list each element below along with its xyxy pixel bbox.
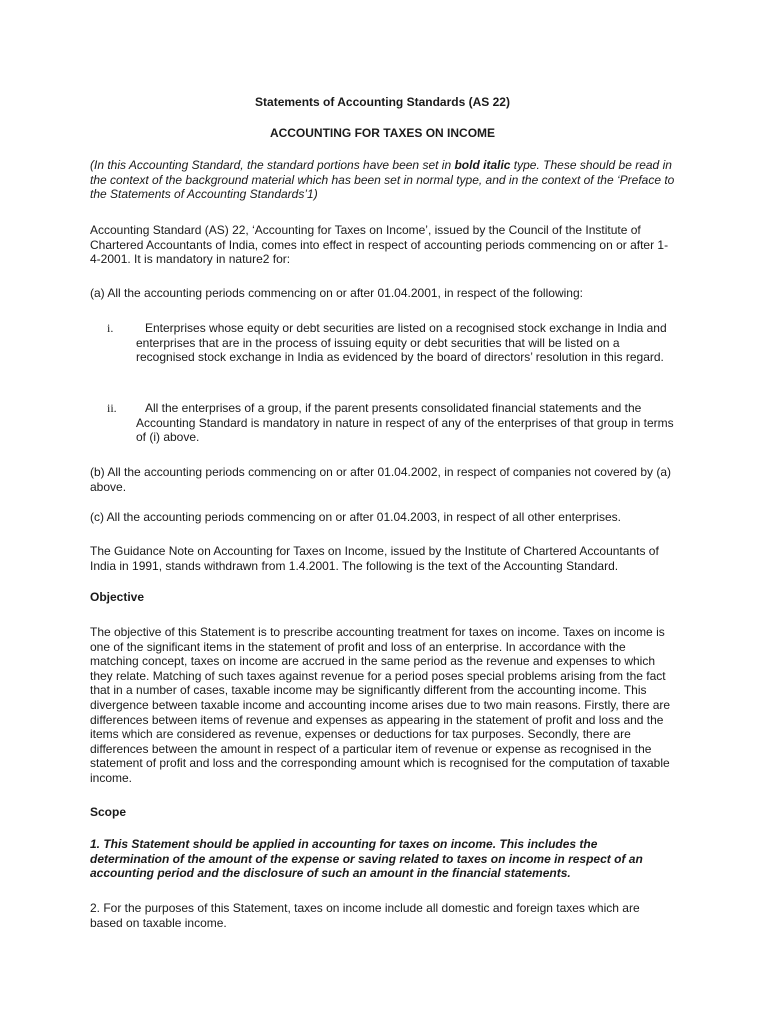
list-item	[90, 321, 675, 365]
intro-bold-text: bold italic	[454, 158, 511, 172]
document-subtitle: ACCOUNTING FOR TAXES ON INCOME	[269, 126, 496, 140]
paragraph-objective: The objective of this Statement is to prescribe accounting treatment for taxes on income. Taxes on income is one of the significant items in the statement of profit and loss of an enterprise. In accordance with the matching concept, taxes on income are accrued in the same period as the revenue and expenses to which they relate. Matching of such taxes against revenue for a period poses special problems arising from the fact that in a number of cases, taxable income may be significantly different from the accounting income. This divergence between taxable income and accounting income arises due to two main reasons. Firstly, there are differences between items of revenue and expenses as appearing in the statement of profit and loss and the items which are considered as revenue, expenses or deductions for tax purposes. Secondly, there are differences between the amount in respect of a particular item of revenue or expense as recognised in the statement of profit and loss and the corresponding amount which is recognised for the computation of taxable income.	[90, 625, 671, 785]
paragraph-issued: Accounting Standard (AS) 22, ‘Accounting for Taxes on Income’, issued by the Council of the Institute of Chartered Accountants of India, comes into effect in respect of accounting periods commencing on or after 1-4-2001. It is mandatory in nature2 for:	[90, 223, 669, 267]
paragraph-guidance: The Guidance Note on Accounting for Taxes on Income, issued by the Institute of Chartered Accountants of India in 1991, stands withdrawn from 1.4.2001. The following is the text of the Accounting Standard.	[90, 544, 659, 573]
list-item-text: All the enterprises of a group, if the parent presents consolidated financial statements and the Accounting Standard is mandatory in nature in respect of any of the enterprises of that group in terms of (i) above.	[136, 401, 674, 445]
list-item-number: ii.	[107, 401, 117, 415]
paragraph-a: (a) All the accounting periods commencing on or after 01.04.2001, in respect of the following:	[90, 286, 583, 300]
heading-scope: Scope	[90, 805, 127, 819]
paragraph-scope-1: 1. This Statement should be applied in accounting for taxes on income. This includes the determination of the amount of the expense or saving related to taxes on income in respect of an accounting period and the disclosure of such an amount in the financial statements.	[90, 837, 643, 881]
paragraph-c: (c) All the accounting periods commencing on or after 01.04.2003, in respect of all other enterprises.	[90, 510, 621, 524]
document-title: Statements of Accounting Standards (AS 22)	[255, 95, 510, 109]
list-item	[90, 401, 675, 445]
paragraph-scope-2: 2. For the purposes of this Statement, taxes on income include all domestic and foreign taxes which are based on taxable income.	[90, 901, 640, 930]
intro-text-start: (In this Accounting Standard, the standard portions have been set in	[90, 158, 455, 172]
intro-text-end: type. These should be read in the context of the background material which has been set in normal type, and in the context of the ‘Preface to the Statements of Accounting Standards’1)	[90, 158, 675, 202]
paragraph-b: (b) All the accounting periods commencing on or after 01.04.2002, in respect of companies not covered by (a) above.	[90, 465, 671, 494]
list-item-text: Enterprises whose equity or debt securities are listed on a recognised stock exchange in India and enterprises that are in the process of issuing equity or debt securities that will be listed on a recognised stock exchange in India as evidenced by the board of directors’ resolution in this regard.	[136, 321, 667, 365]
list-item-number: i.	[107, 321, 114, 335]
intro-note	[90, 158, 675, 202]
heading-objective: Objective	[90, 590, 145, 604]
